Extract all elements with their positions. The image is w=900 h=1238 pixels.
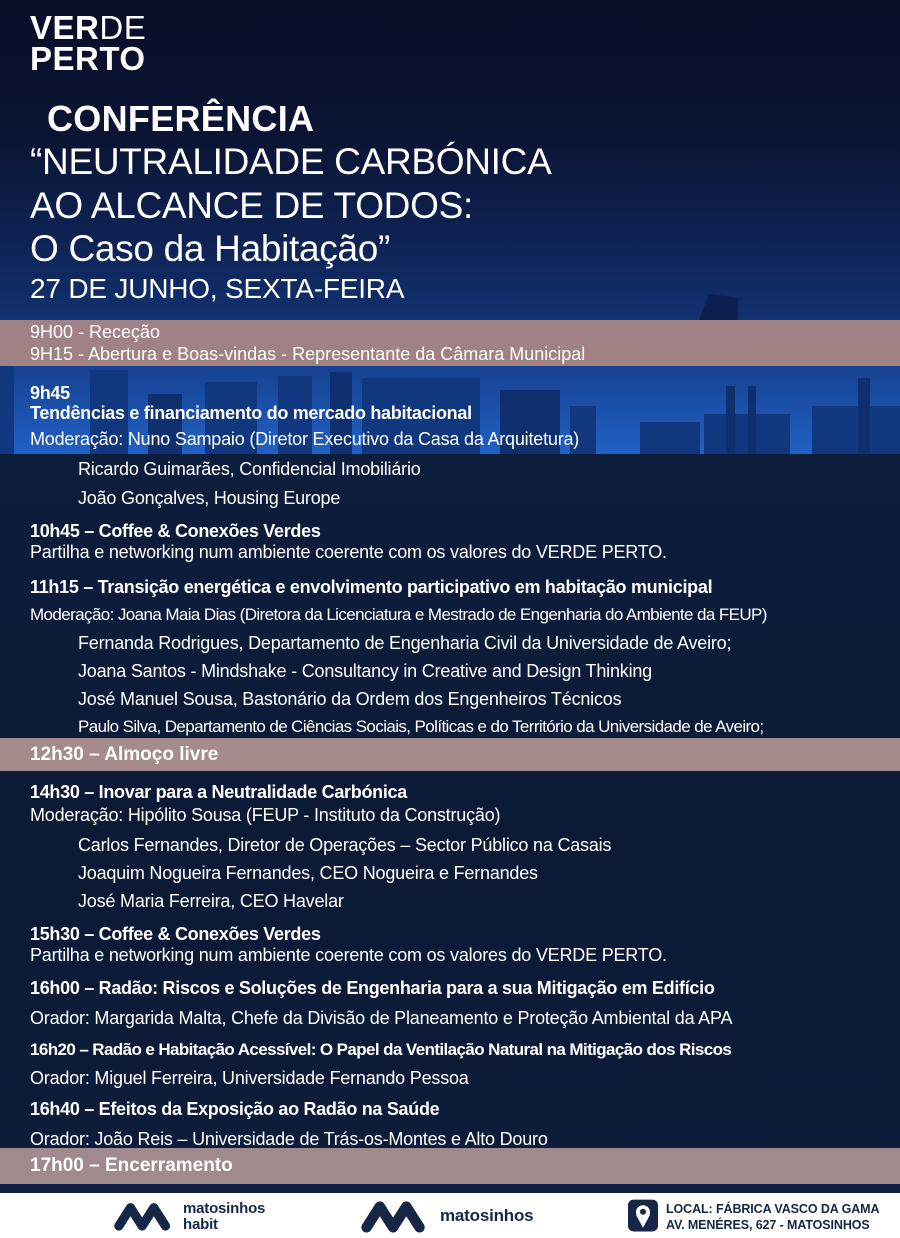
building-silhouette	[704, 414, 790, 454]
coffee-1045-note: Partilha e networking num ambiente coerente com os valores do VERDE PERTO.	[30, 542, 667, 562]
band-morning-line2: 9H15 - Abertura e Boas-vindas - Representante da Câmara Municipal	[30, 344, 586, 364]
session-1430-title: 14h30 – Inovar para a Neutralidade Carbónica	[30, 782, 407, 802]
band-closing-label: 17h00 – Encerramento	[30, 1155, 233, 1176]
talk-1600-title: 16h00 – Radão: Riscos e Soluções de Engenharia para a sua Mitigação em Edifício	[30, 978, 715, 998]
title-line-3: O Caso da Habitação”	[30, 228, 391, 269]
session-945-moderation: Moderação: Nuno Sampaio (Diretor Executivo da Casa da Arquitetura)	[30, 429, 580, 449]
habit-logo-line1: matosinhos	[183, 1200, 266, 1217]
band-morning-line1: 9H00 - Receção	[30, 322, 161, 342]
session-1430-speaker: José Maria Ferreira, CEO Havelar	[78, 891, 344, 911]
chimney-silhouette	[726, 386, 735, 454]
talk-1620-title: 16h20 – Radão e Habitação Acessível: O Papel da Ventilação Natural na Mitigação dos Riscos	[30, 1040, 732, 1059]
coffee-1530-title: 15h30 – Coffee & Conexões Verdes	[30, 924, 321, 944]
session-1115-moderation: Moderação: Joana Maia Dias (Diretora da Licenciatura e Mestrado de Engenharia do Ambiente da FEUP)	[30, 605, 767, 624]
location-pin-icon	[628, 1199, 658, 1232]
session-1430-moderation: Moderação: Hipólito Sousa (FEUP - Instituto da Construção)	[30, 805, 501, 825]
title-line-1: “NEUTRALIDADE CARBÓNICA	[30, 141, 552, 182]
talk-1640-title: 16h40 – Efeitos da Exposição ao Radão na Saúde	[30, 1099, 440, 1119]
coffee-1045-title: 10h45 – Coffee & Conexões Verdes	[30, 521, 321, 541]
title-line-2: AO ALCANCE DE TODOS:	[30, 185, 473, 226]
session-1430-speaker: Joaquim Nogueira Fernandes, CEO Nogueira e Fernandes	[78, 863, 538, 883]
session-1115-speaker: Fernanda Rodrigues, Departamento de Engenharia Civil da Universidade de Aveiro;	[78, 633, 732, 653]
band-closing	[0, 1148, 900, 1184]
location-text	[666, 1201, 879, 1233]
logo-text-ver: VER	[30, 9, 100, 46]
habit-logo-line2: habit	[183, 1216, 218, 1233]
session-1115-speaker: José Manuel Sousa, Bastonário da Ordem dos Engenheiros Técnicos	[78, 689, 622, 709]
chimney-silhouette	[858, 378, 870, 454]
coffee-1530-note: Partilha e networking num ambiente coerente com os valores do VERDE PERTO.	[30, 945, 667, 965]
session-945-title: Tendências e financiamento do mercado habitacional	[30, 403, 472, 423]
talk-1620-speaker: Orador: Miguel Ferreira, Universidade Fernando Pessoa	[30, 1068, 469, 1088]
matosinhos-city-logo-icon	[357, 1199, 431, 1233]
talk-1640-speaker: Orador: João Reis – Universidade de Trás-os-Montes e Alto Douro	[30, 1129, 548, 1149]
building-silhouette	[0, 366, 14, 454]
session-1115-title: 11h15 – Transição energética e envolvimento participativo em habitação municipal	[30, 577, 713, 597]
session-1430-speaker: Carlos Fernandes, Diretor de Operações – Sector Público na Casais	[78, 835, 612, 855]
talk-1600-speaker: Orador: Margarida Malta, Chefe da Divisão de Planeamento e Proteção Ambiental da APA	[30, 1008, 733, 1028]
location-line2: AV. MENÉRES, 627 - MATOSINHOS	[666, 1218, 870, 1232]
building-silhouette	[812, 406, 900, 454]
session-945-time: 9h45	[30, 383, 70, 403]
logo-text-perto: PERTO	[30, 40, 146, 77]
chimney-silhouette	[748, 386, 756, 454]
session-1115-speaker: Paulo Silva, Departamento de Ciências Sociais, Políticas e do Território da Universidade de Aveiro;	[78, 717, 764, 736]
band-morning	[0, 320, 900, 366]
logo-text-de: DE	[99, 9, 147, 46]
session-945-speaker: João Gonçalves, Housing Europe	[78, 488, 341, 508]
session-945-speaker: Ricardo Guimarães, Confidencial Imobiliário	[78, 459, 421, 479]
band-lunch-label: 12h30 – Almoço livre	[30, 743, 219, 765]
session-1115-speaker: Joana Santos - Mindshake - Consultancy in Creative and Design Thinking	[78, 661, 652, 681]
band-lunch	[0, 738, 900, 771]
event-date: 27 DE JUNHO, SEXTA-FEIRA	[30, 273, 405, 304]
matosinhos-habit-logo-text	[183, 1201, 265, 1233]
location-line1: LOCAL: FÁBRICA VASCO DA GAMA	[666, 1202, 880, 1216]
conference-kicker: CONFERÊNCIA	[47, 98, 315, 139]
matosinhos-habit-logo-icon	[112, 1201, 174, 1231]
building-silhouette	[640, 422, 700, 454]
matosinhos-city-logo-text: matosinhos	[440, 1206, 534, 1225]
verde-perto-logo	[30, 9, 147, 77]
footer-separator-bar	[0, 1184, 900, 1193]
